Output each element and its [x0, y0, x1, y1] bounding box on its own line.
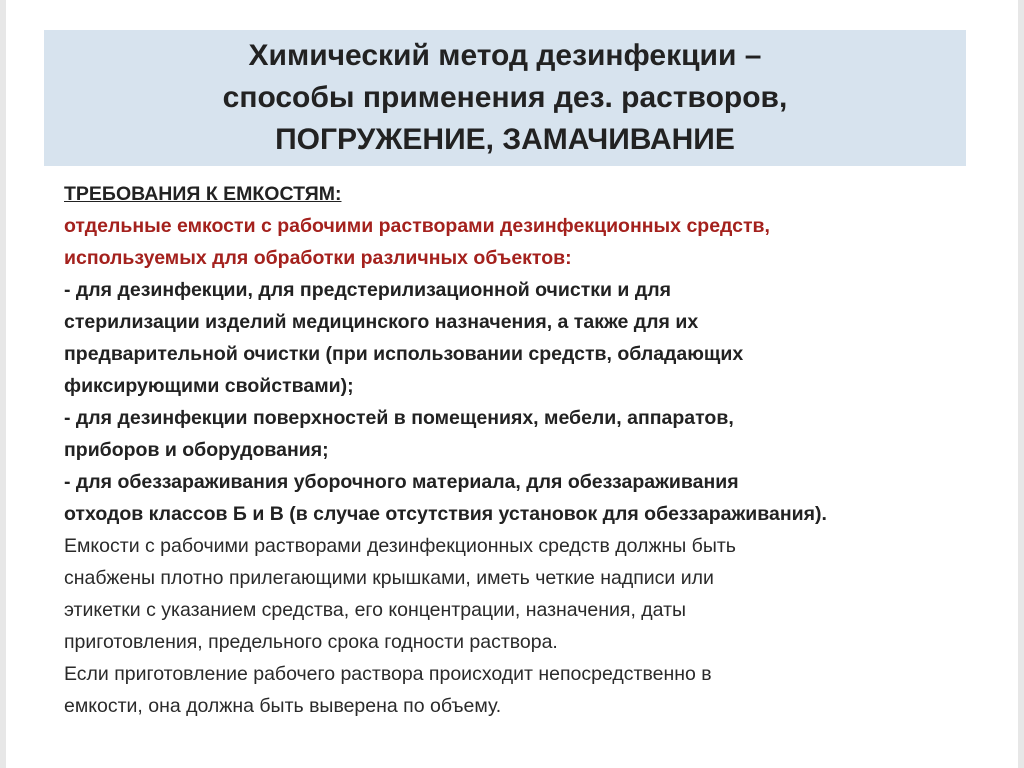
list-line: - для дезинфекции, для предстерилизационной очистки и для — [64, 279, 671, 301]
text-line: этикетки с указанием средства, его концентрации, назначения, даты — [64, 599, 687, 621]
title-line: ПОГРУЖЕНИЕ, ЗАМАЧИВАНИЕ — [275, 123, 735, 156]
list-line: отходов классов Б и В (в случае отсутствия установок для обеззараживания). — [64, 503, 827, 525]
list-line: фиксирующими свойствами); — [64, 375, 354, 397]
text-line: емкости, она должна быть выверена по объему. — [64, 695, 502, 717]
text-line: приготовления, предельного срока годности раствора. — [64, 631, 558, 653]
title-line: Химический метод дезинфекции – — [248, 39, 762, 72]
text-line: Если приготовление рабочего раствора происходит непосредственно в — [64, 663, 712, 685]
slide-border-right — [1018, 0, 1024, 768]
slide-border-left — [0, 0, 6, 768]
list-line: - для дезинфекции поверхностей в помещениях, мебели, аппаратов, — [64, 407, 734, 429]
intro-line: используемых для обработки различных объектов: — [64, 247, 572, 269]
list-line: приборов и оборудования; — [64, 439, 329, 461]
title-box — [44, 30, 966, 166]
text-line: снабжены плотно прилегающими крышками, иметь четкие надписи или — [64, 567, 714, 589]
requirements-heading: ТРЕБОВАНИЯ К ЕМКОСТЯМ: — [64, 183, 342, 205]
text-line: Емкости с рабочими растворами дезинфекционных средств должны быть — [64, 535, 736, 557]
list-line: стерилизации изделий медицинского назначения, а также для их — [64, 311, 699, 333]
list-line: - для обеззараживания уборочного материала, для обеззараживания — [64, 471, 739, 493]
slide-body — [64, 178, 984, 722]
list-line: предварительной очистки (при использовании средств, обладающих — [64, 343, 744, 365]
title-line: способы применения дез. растворов, — [222, 81, 788, 114]
intro-line: отдельные емкости с рабочими растворами дезинфекционных средств, — [64, 215, 770, 237]
